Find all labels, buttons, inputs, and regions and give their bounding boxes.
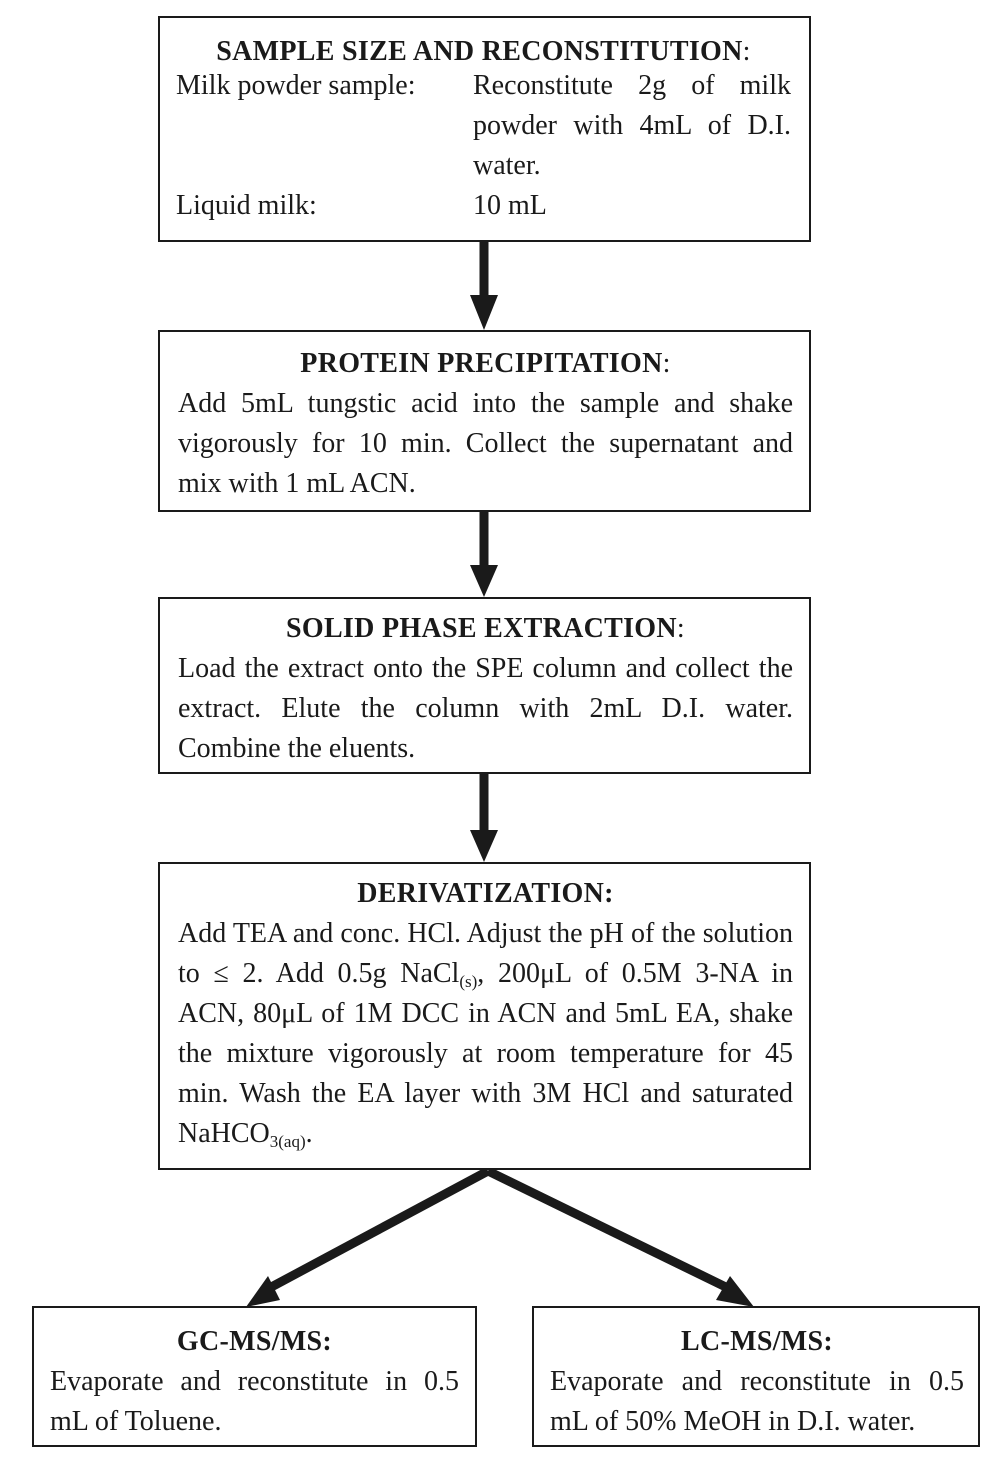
arrow-1-head bbox=[470, 295, 498, 330]
box-derivatization bbox=[158, 862, 811, 1170]
milk-powder-row bbox=[176, 66, 791, 186]
derivatization-subscript-a: (s) bbox=[459, 972, 478, 991]
box-lc-msms bbox=[532, 1306, 980, 1447]
box-protein-precipitation-title bbox=[178, 344, 793, 384]
arrow-3-head bbox=[470, 830, 498, 862]
box-sample-size bbox=[158, 16, 811, 242]
derivatization-text-part-a: Add TEA and conc. HCl. Adjust the pH of the solution to ≤ 2. Add 0.5g NaCl bbox=[178, 918, 793, 989]
box-protein-precipitation-title-colon: : bbox=[662, 348, 671, 379]
box-derivatization-title: DERIVATIZATION: bbox=[357, 878, 614, 909]
box-gc-msms-text: Evaporate and reconstitute in 0.5 mL of Toluene. bbox=[50, 1366, 459, 1437]
milk-powder-value: Reconstitute 2g of milk powder with 4mL of D.I. water. bbox=[473, 70, 791, 181]
derivatization-text-part-b: , 200μL of 0.5M 3-NA in ACN, 80μL of 1M DCC in ACN and 5mL EA, shake the mixture vigorously at room temperature for 45 min. Wash the EA layer with 3M HCl and saturated NaHCO bbox=[178, 958, 794, 1149]
derivatization-subscript-b: 3(aq) bbox=[269, 1132, 306, 1151]
box-derivatization-text bbox=[178, 914, 793, 1154]
box-protein-precipitation bbox=[158, 330, 811, 512]
box-lc-msms-title: LC-MS/MS: bbox=[680, 1326, 834, 1357]
milk-powder-label: Milk powder sample: bbox=[176, 70, 416, 101]
liquid-milk-value: 10 mL bbox=[473, 190, 547, 221]
box-solid-phase-extraction-title bbox=[178, 609, 793, 649]
box-protein-precipitation-title-text: PROTEIN PRECIPITATION bbox=[300, 348, 663, 379]
derivatization-text-part-c: . bbox=[305, 1118, 313, 1149]
liquid-milk-label: Liquid milk: bbox=[176, 190, 317, 221]
box-solid-phase-extraction bbox=[158, 597, 811, 774]
box-solid-phase-extraction-title-colon: : bbox=[676, 613, 685, 644]
arrow-2-head bbox=[470, 565, 498, 597]
box-solid-phase-extraction-title-text: SOLID PHASE EXTRACTION bbox=[286, 613, 677, 644]
box-lc-msms-text: Evaporate and reconstitute in 0.5 mL of 50% MeOH in D.I. water. bbox=[550, 1366, 964, 1437]
box-gc-msms-title: GC-MS/MS: bbox=[176, 1326, 333, 1357]
box-sample-size-title-text: SAMPLE SIZE AND RECONSTITUTION bbox=[216, 36, 743, 67]
box-protein-precipitation-text: Add 5mL tungstic acid into the sample and shake vigorously for 10 min. Collect the supernatant and mix with 1 mL ACN. bbox=[178, 388, 793, 499]
box-sample-size-title-colon: : bbox=[742, 36, 751, 67]
arrow-left-shaft bbox=[262, 1171, 488, 1292]
liquid-milk-row bbox=[176, 186, 791, 226]
arrow-right-shaft bbox=[488, 1171, 736, 1292]
box-gc-msms bbox=[32, 1306, 477, 1447]
box-solid-phase-extraction-text: Load the extract onto the SPE column and collect the extract. Elute the column with 2mL D.I. water. Combine the eluents. bbox=[178, 653, 793, 764]
